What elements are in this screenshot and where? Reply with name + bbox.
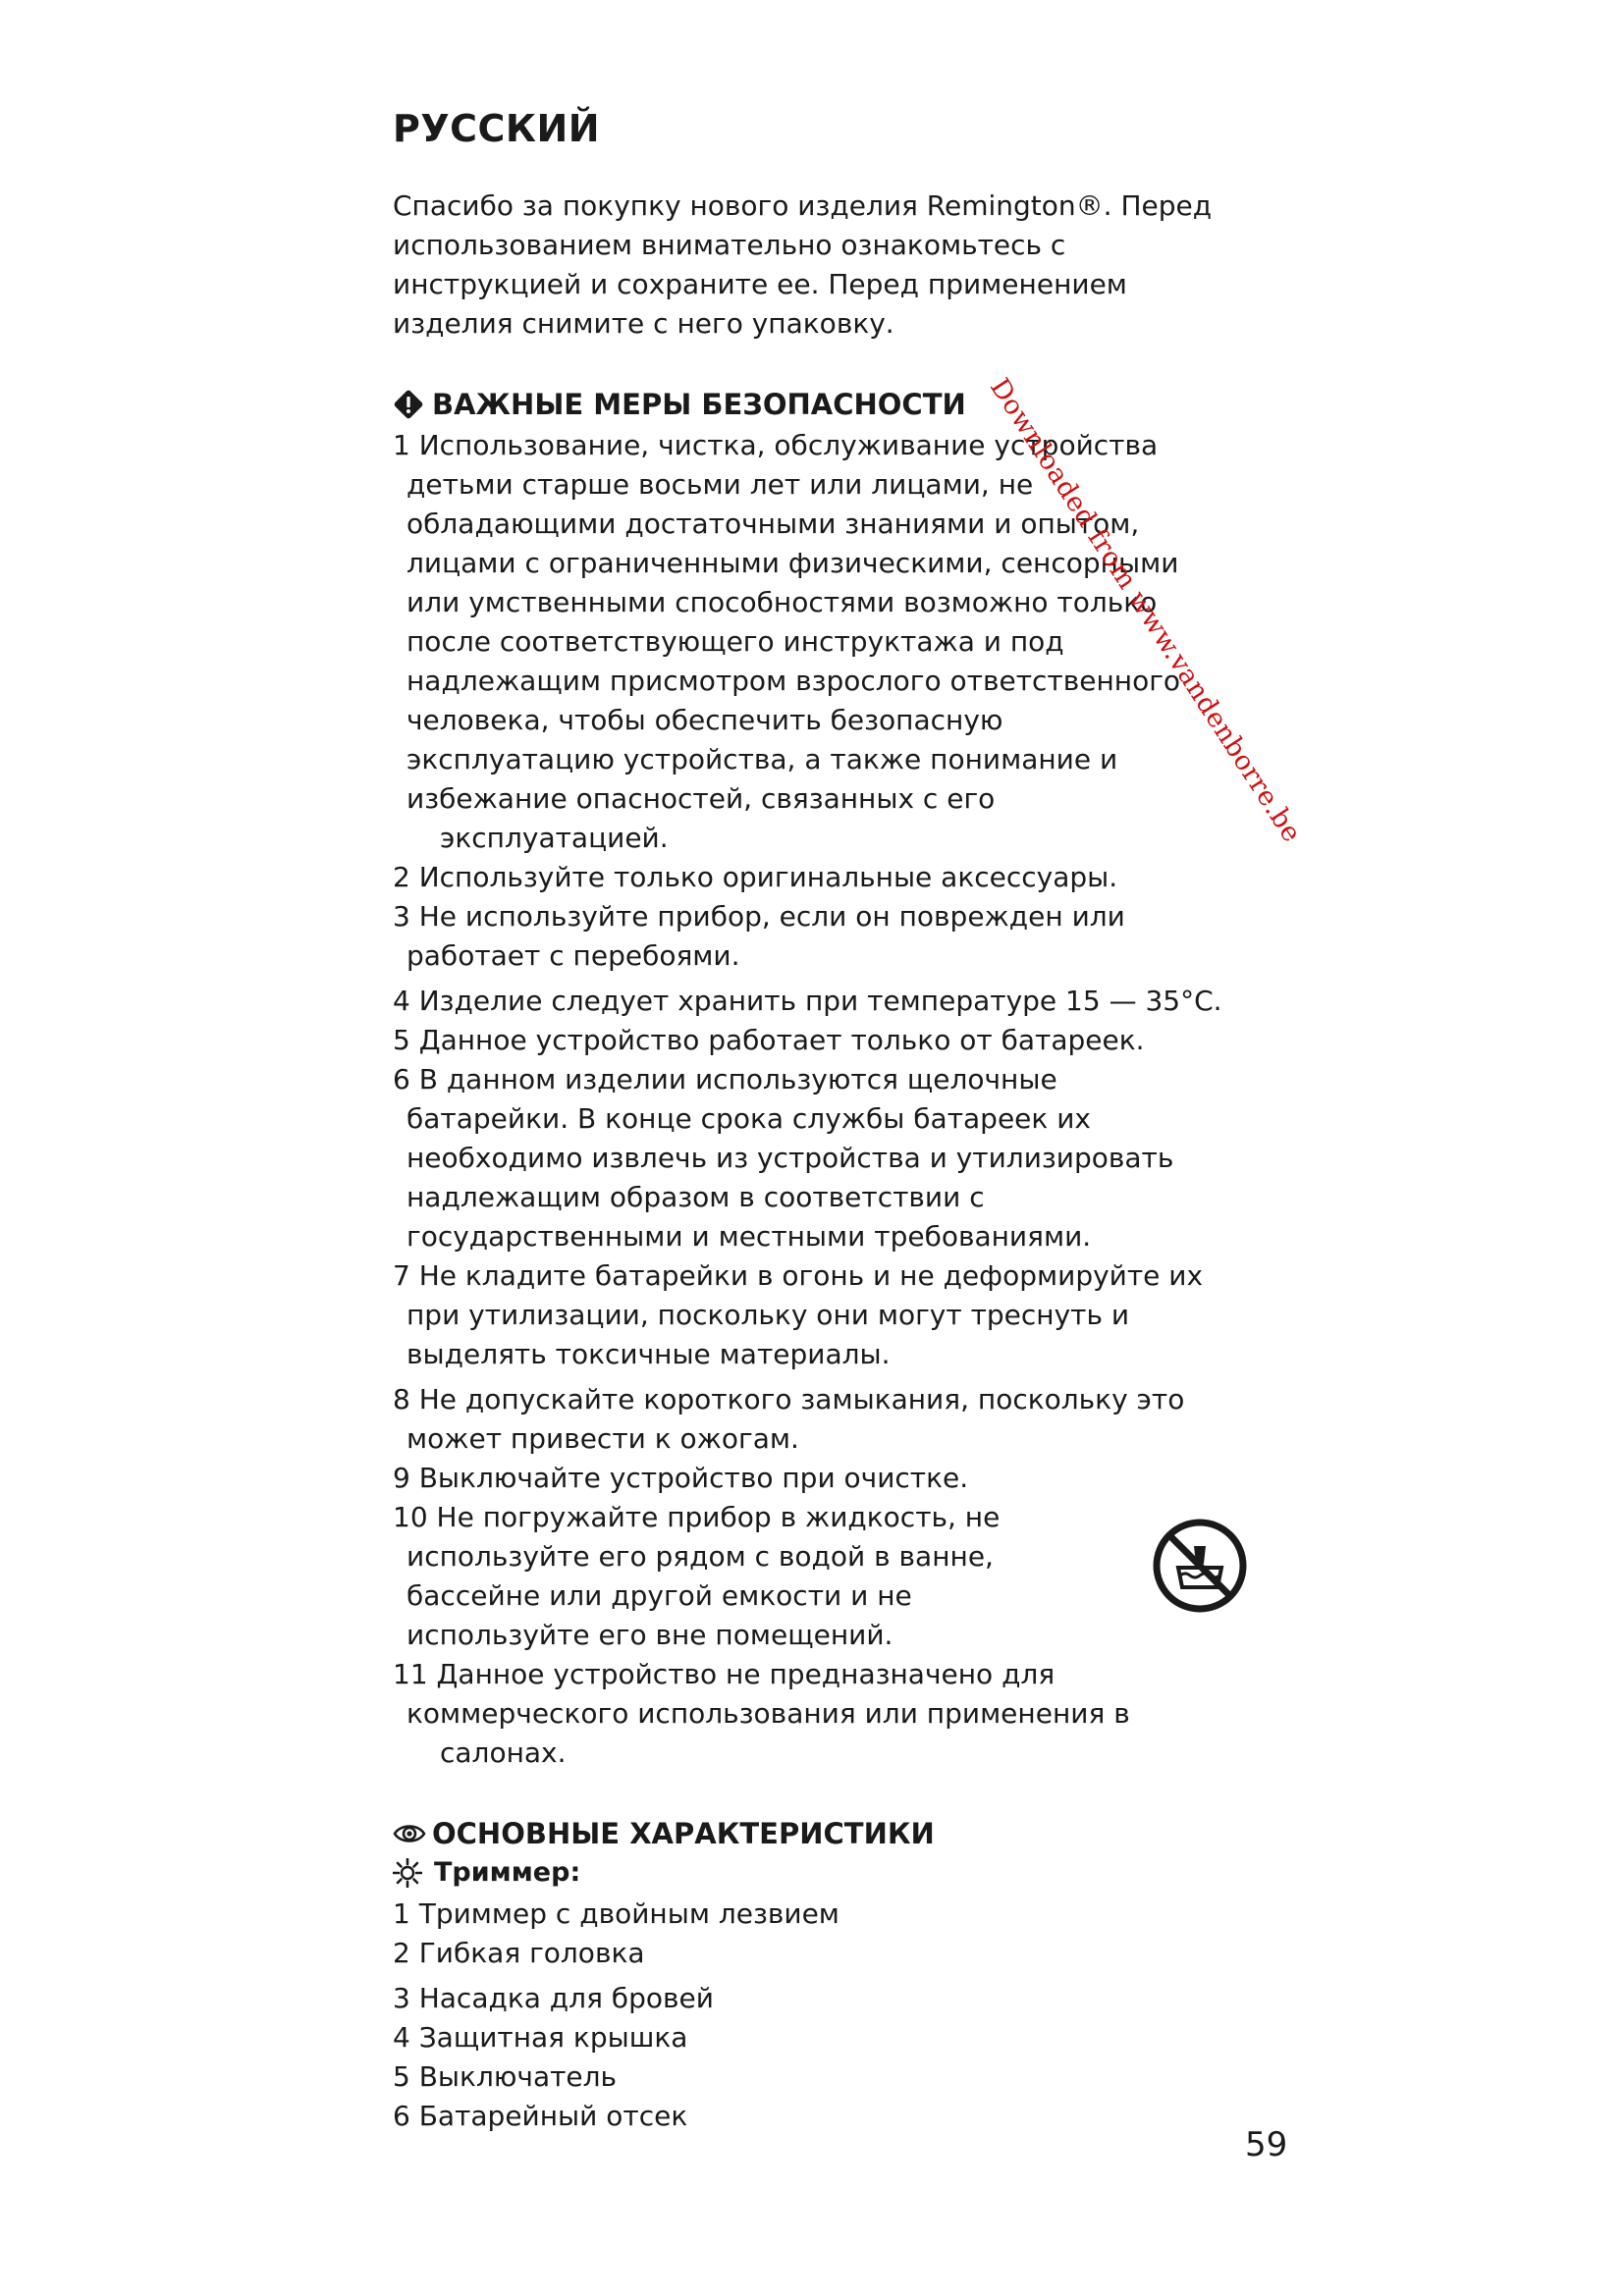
safety-item-7 bbox=[393, 1256, 1237, 1374]
item-line: 2 Используйте только оригинальные аксессуары. bbox=[393, 861, 1118, 893]
item-line: или умственными способностями возможно только bbox=[406, 586, 1158, 618]
intro-paragraph bbox=[393, 187, 1237, 344]
download-watermark: Downloaded from www.vandenborre.be bbox=[984, 373, 1308, 848]
item-line: 8 Не допускайте короткого замыкания, поскольку это bbox=[393, 1383, 1185, 1415]
page-content bbox=[393, 98, 1237, 2136]
item-line: 4 Изделие следует хранить при температуре 15 — 35°C. bbox=[393, 985, 1222, 1017]
item-line: после соответствующего инструктажа и под bbox=[406, 625, 1064, 658]
item-line: государственными и местными требованиями. bbox=[406, 1220, 1092, 1253]
item-line: используйте его рядом с водой в ванне, bbox=[406, 1540, 994, 1573]
feature-item-4: 4 Защитная крышка bbox=[393, 2021, 688, 2054]
feature-item-2: 2 Гибкая головка bbox=[393, 1937, 645, 1969]
safety-item-2 bbox=[393, 858, 1237, 897]
feature-item-6: 6 Батарейный отсек bbox=[393, 2100, 688, 2132]
item-line: лицами с ограниченными физическими, сенсорными bbox=[406, 547, 1179, 579]
safety-item-4 bbox=[393, 982, 1237, 1021]
features-heading-text: ОСНОВНЫЕ ХАРАКТЕРИСТИКИ bbox=[432, 1817, 935, 1850]
safety-item-3 bbox=[393, 897, 1237, 976]
item-line: батарейки. В конце срока службы батареек их bbox=[406, 1102, 1091, 1135]
safety-list bbox=[393, 426, 1237, 1773]
item-line: обладающими достаточными знаниями и опытом, bbox=[406, 507, 1140, 540]
intro-line: инструкцией и сохраните ее. Перед применением bbox=[393, 268, 1127, 300]
safety-item-11 bbox=[393, 1655, 1237, 1773]
item-line: 11 Данное устройство не предназначено для bbox=[393, 1658, 1056, 1690]
intro-line: использованием внимательно ознакомьтесь с bbox=[393, 229, 1066, 261]
safety-item-10 bbox=[393, 1498, 1237, 1655]
item-line: 7 Не кладите батарейки в огонь и не деформируйте их bbox=[393, 1259, 1204, 1292]
safety-item-8 bbox=[393, 1380, 1237, 1459]
item-line: человека, чтобы обеспечить безопасную bbox=[406, 704, 1003, 736]
item-line: надлежащим образом в соответствии с bbox=[406, 1181, 985, 1213]
eye-icon bbox=[393, 1818, 424, 1849]
item-line: избежание опасностей, связанных с его bbox=[406, 782, 996, 815]
item-line: эксплуатацию устройства, а также понимание и bbox=[406, 743, 1118, 775]
item-line: 10 Не погружайте прибор в жидкость, не bbox=[393, 1501, 1001, 1533]
item-line: 9 Выключайте устройство при очистке. bbox=[393, 1462, 969, 1494]
safety-item-9 bbox=[393, 1459, 1237, 1498]
page-number: 59 bbox=[1245, 2125, 1288, 2164]
feature-item-3: 3 Насадка для бровей bbox=[393, 1982, 714, 2014]
feature-item-1: 1 Триммер с двойным лезвием bbox=[393, 1897, 839, 1930]
safety-heading bbox=[393, 385, 1237, 424]
sun-burst-icon bbox=[393, 1858, 422, 1888]
item-line: необходимо извлечь из устройства и утилизировать bbox=[406, 1142, 1174, 1174]
feature-item-5: 5 Выключатель bbox=[393, 2060, 618, 2093]
item-line: используйте его вне помещений. bbox=[406, 1619, 893, 1651]
safety-item-1 bbox=[393, 426, 1237, 858]
trimmer-subheading bbox=[393, 1853, 1237, 1893]
item-line: при утилизации, поскольку они могут треснуть и bbox=[406, 1299, 1130, 1331]
item-line: 6 В данном изделии используются щелочные bbox=[393, 1063, 1057, 1095]
item-line: выделять токсичные материалы. bbox=[406, 1338, 891, 1370]
item-line: 5 Данное устройство работает только от батареек. bbox=[393, 1024, 1145, 1056]
intro-line: Спасибо за покупку нового изделия Remington®. Перед bbox=[393, 189, 1213, 222]
item-line: коммерческого использования или применения в bbox=[406, 1697, 1130, 1730]
item-line: эксплуатацией. bbox=[440, 822, 669, 854]
features-list bbox=[393, 1895, 1237, 2136]
item-line: работает с перебоями. bbox=[406, 939, 740, 972]
language-title: РУССКИЙ bbox=[393, 107, 601, 150]
no-water-immersion-icon bbox=[1151, 1517, 1249, 1615]
safety-item-5 bbox=[393, 1021, 1237, 1060]
item-line: может привести к ожогам. bbox=[406, 1422, 799, 1455]
item-line: 1 Использование, чистка, обслуживание устройства bbox=[393, 429, 1159, 461]
item-line: 3 Не используйте прибор, если он поврежден или bbox=[393, 900, 1125, 933]
item-line: салонах. bbox=[440, 1736, 567, 1769]
item-line: надлежащим присмотром взрослого ответственного bbox=[406, 665, 1181, 697]
item-line: детьми старше восьми лет или лицами, не bbox=[406, 468, 1034, 501]
item-line: бассейне или другой емкости и не bbox=[406, 1579, 912, 1612]
trimmer-subheading-text: Триммер: bbox=[434, 1857, 581, 1888]
safety-heading-text: ВАЖНЫЕ МЕРЫ БЕЗОПАСНОСТИ bbox=[432, 388, 966, 421]
features-heading bbox=[393, 1814, 1237, 1853]
intro-line: изделия снимите с него упаковку. bbox=[393, 307, 894, 340]
safety-item-6 bbox=[393, 1060, 1237, 1256]
warning-diamond-icon bbox=[393, 389, 424, 420]
